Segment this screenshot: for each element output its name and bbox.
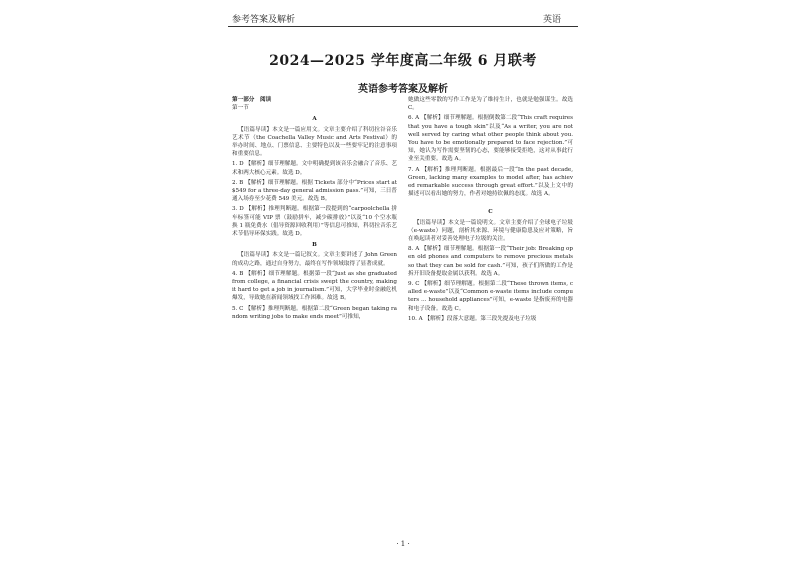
- paragraph: 8. A 【解析】细节理解题。根据第一段“Their job: Breaking open old phones and computers to remove precious metals so that they can be sold for cash.”可知，孩子们所做的工作是拆开旧设备提取金属以获利。故选 A。: [408, 246, 573, 277]
- header-rule: [228, 26, 578, 27]
- header-left-label: 参考答案及解析: [232, 15, 296, 25]
- left-column: [232, 96, 397, 321]
- paragraph: 7. A 【解析】推理判断题。根据最后一段“In the past decade, Green, lacking many examples to model after, has achieved remarkable success through great effort.”以及上文中的描述可以看出她的努力，作者对她持钦佩的态度。故选 A。: [408, 166, 573, 198]
- paragraph: 她做这些零散的写作工作是为了维持生计，也就是勉强谋生。故选 C。: [408, 97, 573, 112]
- paragraph: 9. C 【解析】细节理解题。根据第二段“These thrown items, called e-waste”以及“Common e-waste items include computers … household appliances”可知，e-waste 是指废弃的电器和电子设备。故选 C。: [408, 281, 573, 312]
- page-title: 2024—2025 学年度高二年级 6 月联考: [269, 53, 537, 69]
- page-subtitle: 英语参考答案及解析: [358, 84, 448, 95]
- page-number: · 1 ·: [396, 540, 410, 548]
- paragraph: 【语篇导读】本文是一篇说明文。文章主要介绍了全球电子垃圾（e-waste）问题，剖析其来源、环境与健康隐患及应对策略，旨在唤起读者对妥善处理电子垃圾的关注。: [408, 219, 573, 243]
- right-column: [408, 96, 573, 323]
- paragraph: 10. A 【解析】段落大意题。第三段先提及电子垃圾: [408, 315, 537, 322]
- paragraph: B: [312, 242, 317, 249]
- paragraph: 第一节: [232, 105, 249, 112]
- paragraph: 5. C 【解析】推理判断题。根据第二段“Green began taking random writing jobs to make ends meet”可推知，: [232, 305, 397, 320]
- paragraph: 1. D 【解析】细节理解题。文中明确提到该音乐会融合了音乐、艺术和两大核心元素。故选 D。: [232, 161, 397, 176]
- paragraph: 3. D 【解析】推理判断题。根据第一段提到的“carpoolchella 拼车标签可能 VIP 票（鼓励拼车，减少碳排放）”以及“10 个空水瓶换 1 瓶免费水（倡导资源回收利用）”等信息可推知，科切拉音乐艺术节倡导环保实践。故选 D。: [232, 206, 397, 238]
- paragraph: A: [312, 116, 317, 123]
- paragraph: 【语篇导读】本文是一篇应用文。文章主要介绍了科切拉谷音乐艺术节（the Coachella Valley Music and Arts Festival）的举办时间、地点、门票信息、主要特色以及一些要牢记的注意事项和重要信息。: [232, 126, 397, 158]
- paragraph: 4. B 【解析】细节理解题。根据第一段“Just as she graduated from college, a financial crisis swept the country, making it hard to get a job in journalism.”可知，大学毕业时金融危机爆发，导致她在新闻领域找工作困难。故选 B。: [232, 270, 397, 302]
- paragraph: 第一部分 阅读: [232, 97, 272, 103]
- paragraph: 6. A 【解析】细节理解题。根据倒数第二段“This craft requires that you have a tough skin”以及“As a writer, you are not well served by caring what other people think about you. You have to be emotionally prepared to face rejection.”可知，她认为写作需要坚韧的心态，要能够接受拒绝，这对从事此行业至关重要。故选 A。: [408, 115, 573, 163]
- paragraph: C: [488, 209, 493, 216]
- paragraph: 【语篇导读】本文是一篇记叙文。文章主要讲述了 John Green 的成功之路，通过自身努力，最终在写作领域取得了显著成就。: [232, 252, 397, 267]
- paragraph: 2. B 【解析】细节理解题。根据 Tickets 部分中“Prices start at $549 for a three-day general admission pass.”可知，三日普通入场券至少花费 549 美元。故选 B。: [232, 179, 397, 203]
- header-right-label: 英语: [543, 15, 562, 25]
